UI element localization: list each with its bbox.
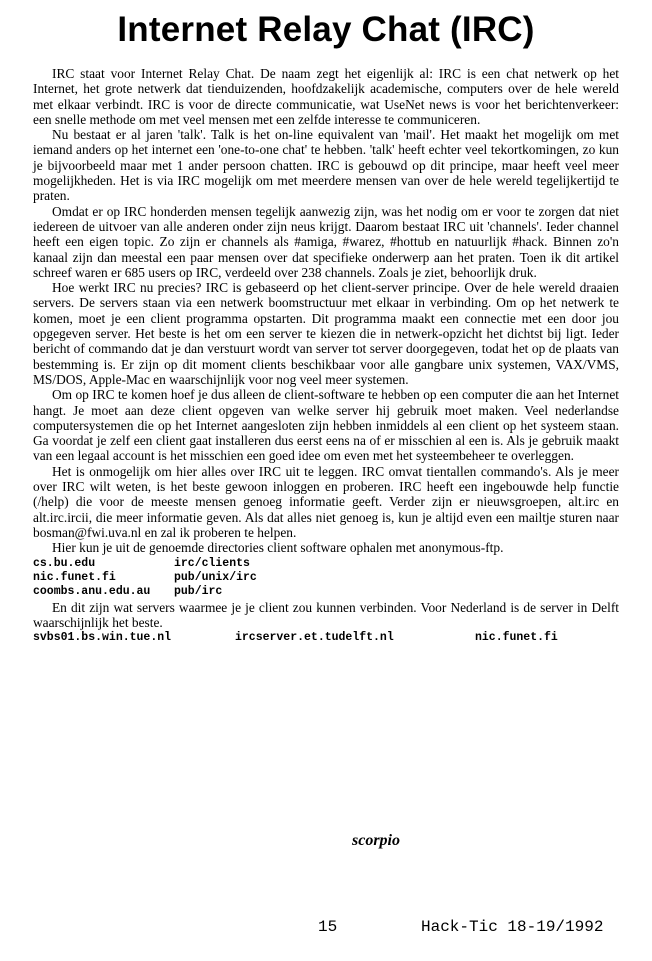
server-name: svbs01.bs.win.tue.nl	[33, 631, 172, 645]
ftp-host: cs.bu.edu	[33, 556, 96, 570]
ftp-host: coombs.anu.edu.au	[33, 584, 151, 598]
paragraph: Om op IRC te komen hoef je dus alleen de client-software te hebben op een computer die aan het Internet hangt. Je moet aan deze client opgeven van welke server hij gebruik moet maken. Veel nederlandse computersystemen die op het Internet aangesloten zijn hebben inmiddels al een client op het systeem staan. Ga voordat je zelf een client gaat installeren dus eerst eens na of er misschien al een is. Als je gebruik maakt van een legaal account is het misschien een goed idee om even met het systeembeheer te overleggen.	[33, 387, 619, 464]
paragraph: IRC staat voor Internet Relay Chat. De naam zegt het eigenlijk al: IRC is een chat netwerk op het Internet, het grote netwerk dat tienduizenden, hoofdzakelijk academische, computers over de hele wereld met elkaar verbindt. IRC is voor de directe communicatie, wat UseNet news is voor het berichtenverkeer: een snelle methode om met veel mensen met een zelfde interesse te communiceren.	[33, 66, 619, 127]
server-name: ircserver.et.tudelft.nl	[235, 631, 394, 645]
publication-footer: Hack-Tic 18-19/1992	[421, 918, 604, 936]
article-body	[33, 66, 619, 646]
paragraph: Het is onmogelijk om hier alles over IRC uit te leggen. IRC omvat tientallen commando's. Als je meer over IRC wilt weten, is het beste gewoon inloggen en proberen. IRC heeft een ingebouwde help functie (/help) die voor de meeste mensen genoeg informatie geeft. Verder zijn er nieuwsgroepen, alt.irc en alt.irc.ircii, die meer informatie geven. Als dat alles niet genoeg is, kun je altijd even een mailtje sturen naar bosman@fwi.uva.nl en zal ik proberen te helpen.	[33, 463, 619, 540]
ftp-host: nic.funet.fi	[33, 570, 116, 584]
server-name: nic.funet.fi	[475, 631, 558, 645]
paragraph: En dit zijn wat servers waarmee je je client zou kunnen verbinden. Voor Nederland is de server in Delft waarschijnlijk het beste.	[33, 599, 619, 630]
list-item	[33, 557, 257, 571]
ftp-path: pub/unix/irc	[174, 570, 257, 584]
page-number: 15	[318, 918, 338, 936]
paragraph: Omdat er op IRC honderden mensen tegelijk aanwezig zijn, was het nodig om er voor te zorgen dat niet iedereen de uitvoer van alle anderen onder zijn neus krijgt. Daarom bestaat IRC uit 'channels'. Ieder channel heeft een eigen topic. Zo zijn er channels als #amiga, #warez, #hottub en natuurlijk #hack. Binnen zo'n kanaal zijn dan meestal een paar mensen over dat specifieke onderwerp aan het praten. Toen ik dit artikel schreef waren er 685 users op IRC, verdeeld over 238 channels. Zoals je ziet, behoorlijk druk.	[33, 203, 619, 280]
ftp-path: irc/clients	[174, 556, 250, 570]
list-item	[33, 571, 257, 585]
list-item	[33, 585, 257, 599]
page-title: Internet Relay Chat (IRC)	[117, 10, 535, 49]
server-list	[33, 631, 558, 645]
author-signature: scorpio	[352, 832, 400, 849]
paragraph: Hier kun je uit de genoemde directories client software ophalen met anonymous-ftp.	[52, 540, 504, 556]
paragraph: Nu bestaat er al jaren 'talk'. Talk is het on-line equivalent van 'mail'. Het maakt het mogelijk om met iemand anders op het internet een 'one-to-one chat' te hebben. 'talk' heeft echter veel tekortkomingen, zo kun je bijvoorbeeld maar met 1 ander persoon chatten. IRC is gebouwd op dit principe, maar heeft veel meer mogelijkheden. Het is via IRC mogelijk om met meerdere mensen van over de hele wereld tegelijkertijd te praten.	[33, 127, 619, 204]
ftp-path: pub/irc	[174, 584, 223, 598]
paragraph: Hoe werkt IRC nu precies? IRC is gebaseerd op het client-server principe. Over de hele wereld draaien servers. De servers staan via een netwerk boomstructuur met elkaar in verbinding. Om op het netwerk te komen, moet je een client programma opstarten. Dit programma maakt een connectie met een door jou opgegeven server. Het beste is het om een server te kiezen die in netwerk-opzicht het dichtst bij ligt. Ieder bericht of commando dat je dan verstuurt wordt van server tot server doorgegeven, todat het op de plaats van bestemming is. Er zijn op dit moment clients beschikbaar voor alle gangbare unix systemen, VAX/VMS, MS/DOS, Apple-Mac en waarschijnlijk voor nog veel meer systemen.	[33, 280, 619, 387]
ftp-directory-list	[33, 557, 257, 599]
